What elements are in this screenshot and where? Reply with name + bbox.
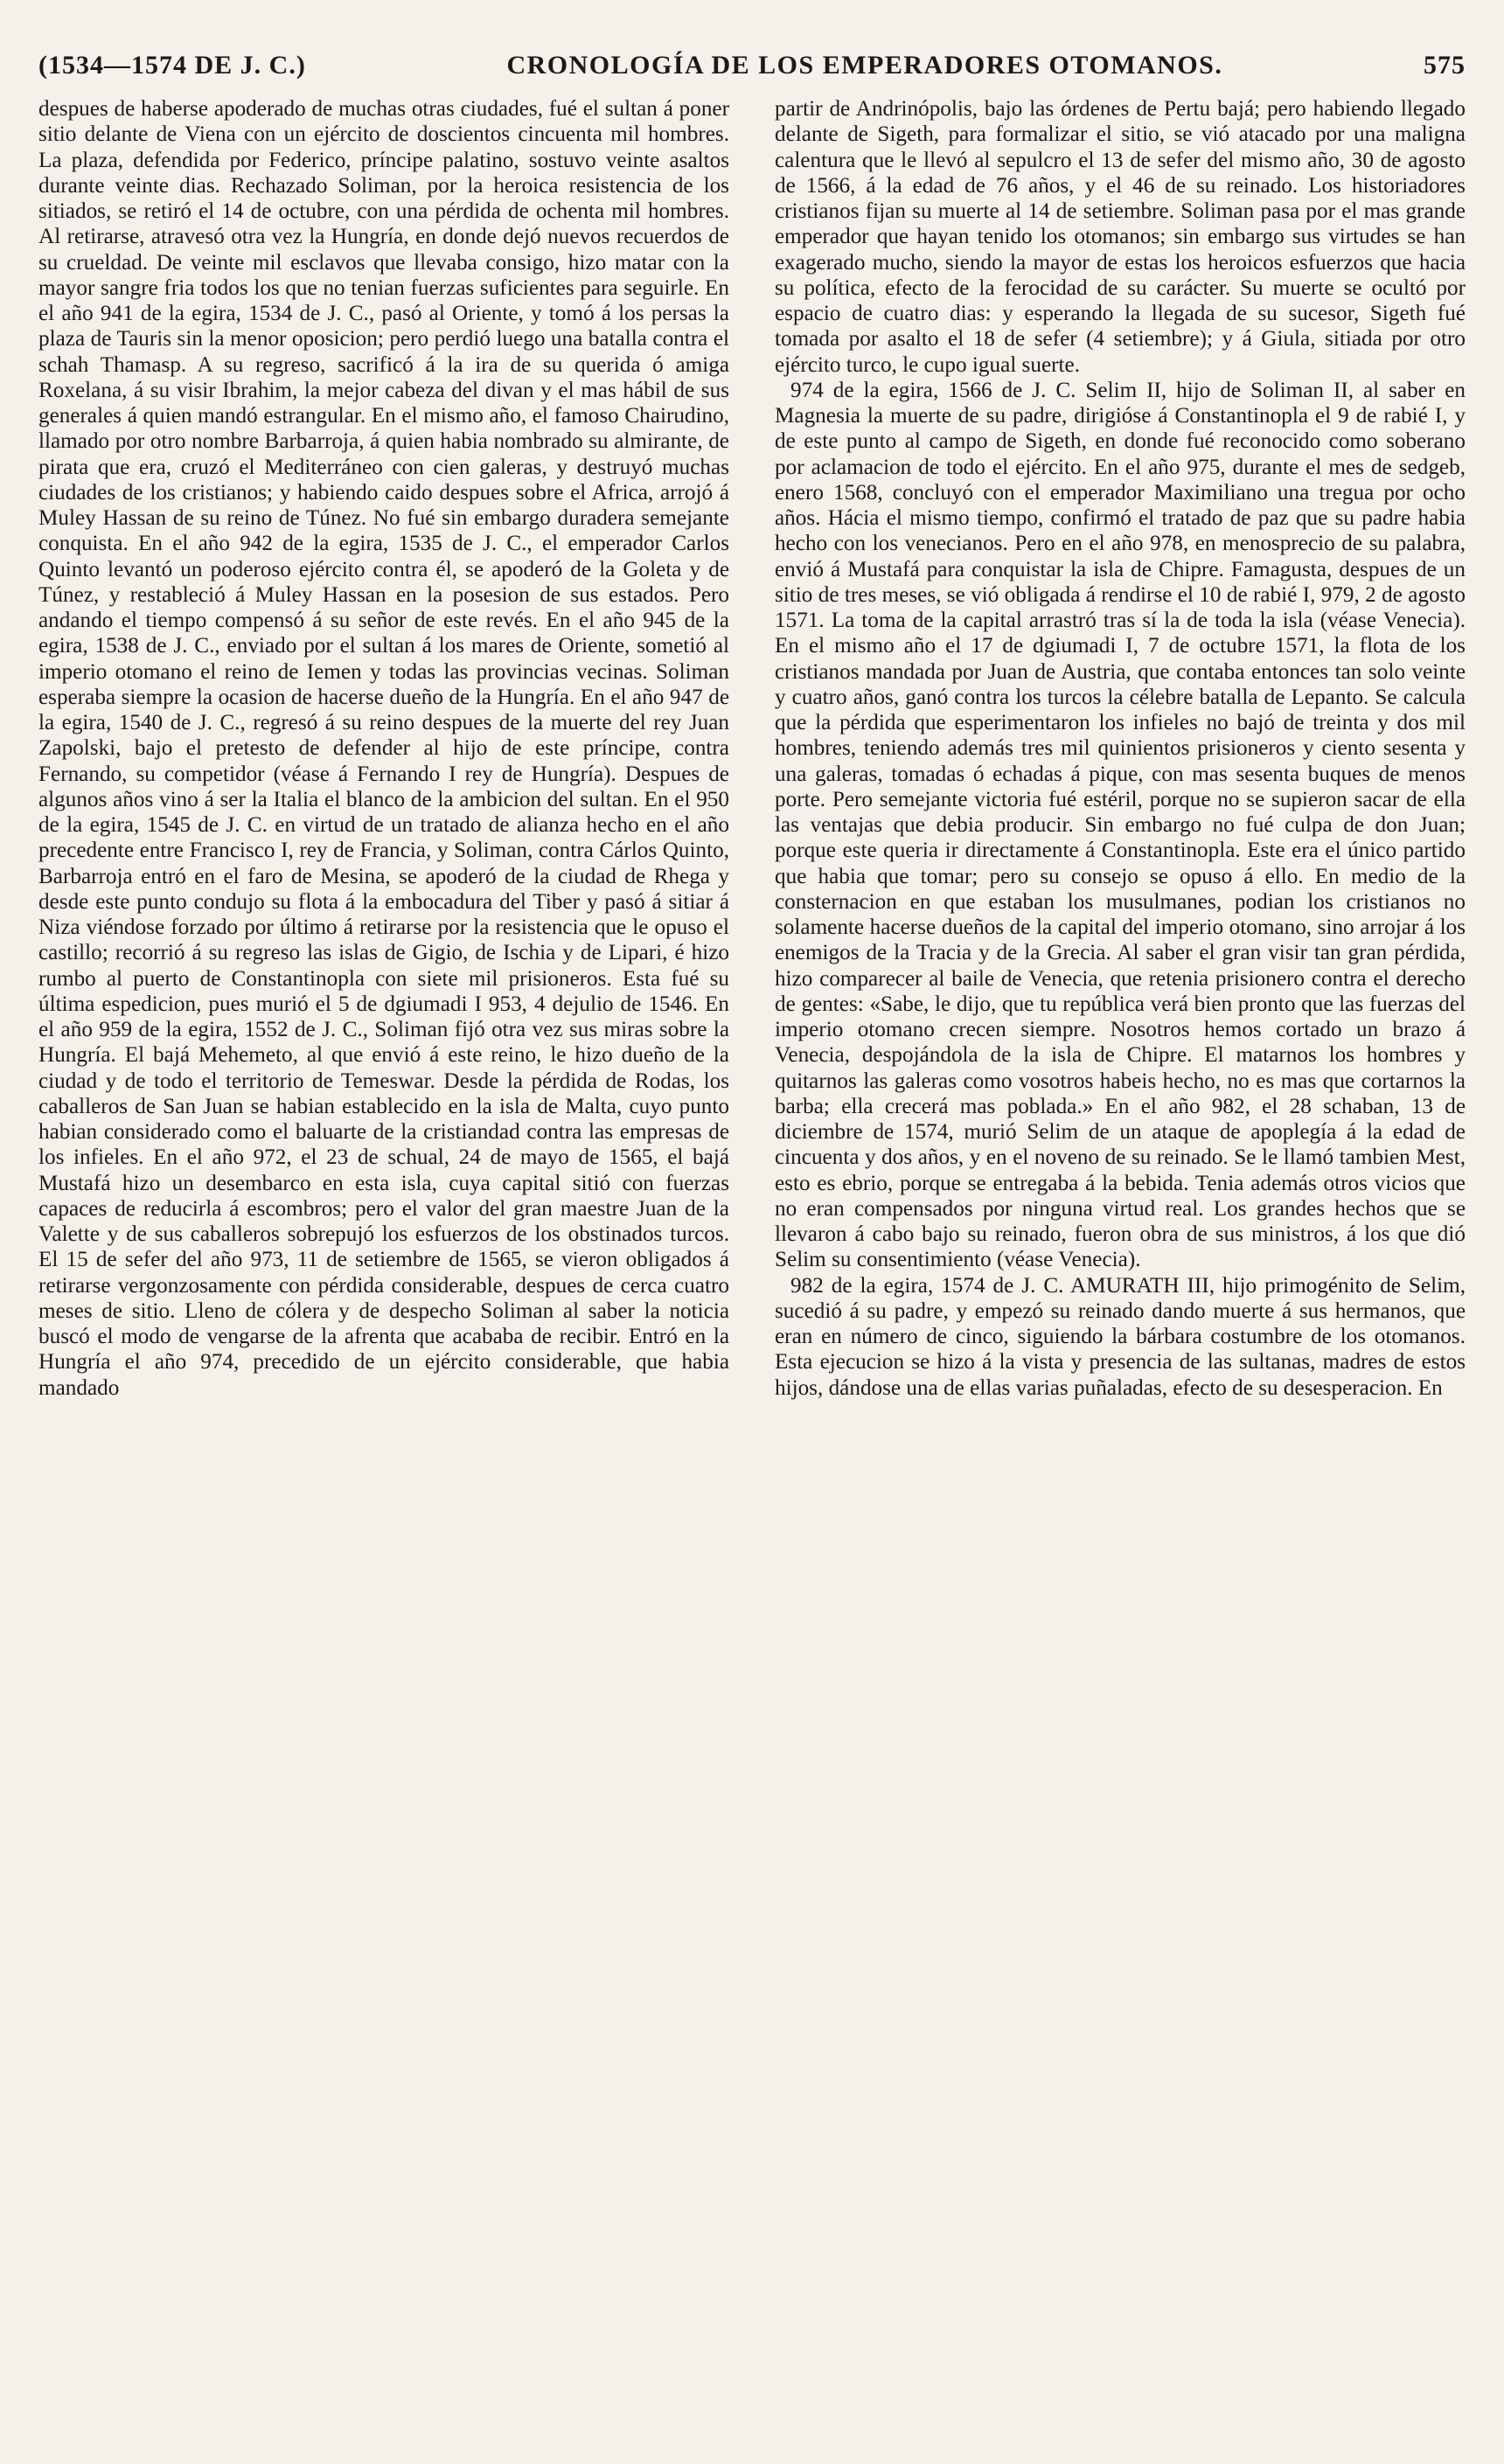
- header-title: CRONOLOGÍA DE LOS EMPERADORES OTOMANOS.: [506, 51, 1223, 80]
- paragraph: 982 de la egira, 1574 de J. C. AMURATH III, hijo primogénito de Selim, sucedió á su padre, y empezó su reinado dando muerte á sus hermanos, que eran en número de cinco, siguiendo la bárbara costumbre de los otomanos. Esta ejecucion se hizo á la vista y presencia de las sultanas, madres de estos hijos, dándose una de ellas varias puñaladas, efecto de su desesperacion. En: [775, 1273, 1466, 1400]
- header-date-range: (1534—1574 DE J. C.): [38, 51, 306, 80]
- page-number: 575: [1424, 51, 1466, 80]
- paragraph: partir de Andrinópolis, bajo las órdenes de Pertu bajá; pero habiendo llegado delante de Sigeth, para formalizar el sitio, se vió atacado por una maligna calentura que le llevó al sepulcro el 13 de sefer del mismo año, 30 de agosto de 1566, á la edad de 76 años, y el 46 de su reinado. Los historiadores cristianos fijan su muerte al 14 de setiembre. Soliman pasa por el mas grande emperador que hayan tenido los otomanos; sin embargo sus virtudes se han exagerado mucho, siendo la mayor de estas los heroicos esfuerzos que hacia su política, efecto de la ferocidad de su carácter. Su muerte se ocultó por espacio de cuatro dias: y esperando la llegada de su sucesor, Sigeth fué tomada por asalto el 18 de sefer (4 setiembre); y á Giula, sitiada por otro ejército turco, le cupo igual suerte.: [775, 97, 1466, 377]
- text-columns: [38, 96, 1466, 2440]
- right-column: [775, 96, 1466, 2440]
- paragraph: 974 de la egira, 1566 de J. C. Selim II, hijo de Soliman II, al saber en Magnesia la muerte de su padre, dirigióse á Constantinopla el 9 de rabié I, y de este punto al campo de Sigeth, en donde fué reconocido como soberano por aclamacion de todo el ejército. En el año 975, durante el mes de sedgeb, enero 1568, concluyó con el emperador Maximiliano una tregua por ocho años. Hácia el mismo tiempo, confirmó el tratado de paz que su padre habia hecho con los venecianos. Pero en el año 978, en menosprecio de su palabra, envió á Mustafá para conquistar la isla de Chipre. Famagusta, despues de un sitio de tres meses, se vió obligada á rendirse el 10 de rabié I, 979, 2 de agosto 1571. La toma de la capital arrastró tras sí la de toda la isla (véase Venecia). En el mismo año el 17 de dgiumadi I, 7 de octubre 1571, la flota de los cristianos mandada por Juan de Austria, que contaba entonces tan solo veinte y cuatro años, ganó contra los turcos la célebre batalla de Lepanto. Se calcula que la pérdida que esperimentaron los infieles no bajó de treinta y dos mil hombres, teniendo además tres mil quinientos prisioneros y ciento sesenta y una galeras, tomadas ó echadas á pique, con mas sesenta buques de menos porte. Pero semejante victoria fué estéril, porque no se supieron sacar de ella las ventajas que debia producir. Sin embargo no fué culpa de don Juan; porque este queria ir directamente á Constantinopla. Este era el único partido que habia que tomar; pero su consejo se opuso á ello. En medio de la consternacion en que estaban los musulmanes, podian los cristianos no solamente hacerse dueños de la capital del imperio otomano, sino arrojar á los enemigos de la Tracia y de la Grecia. Al saber el gran visir tan gran pérdida, hizo comparecer al baile de Venecia, que retenia prisionero contra el derecho de gentes: «Sabe, le dijo, que tu república verá bien pronto que las fuerzas del imperio otomano crecen siempre. Nosotros hemos cortado un brazo á Venecia, despojándola de la isla de Chipre. El matarnos los hombres y quitarnos las galeras como vosotros habeis hecho, no es mas que cortarnos la barba; ella crecerá mas poblada.» En el año 982, el 28 schaban, 13 de diciembre de 1574, murió Selim de un ataque de apoplegía á la edad de cincuenta y dos años, y en el noveno de su reinado. Se le llamó tambien Mest, esto es ebrio, porque se entregaba á la bebida. Tenia además otros vicios que no eran compensados por ninguna virtud real. Los grandes hechos que se llevaron á cabo bajo su reinado, fueron obra de sus ministros, á los que dió Selim su consentimiento (véase Venecia).: [775, 378, 1466, 1272]
- paragraph: despues de haberse apoderado de muchas otras ciudades, fué el sultan á poner sitio delante de Viena con un ejército de doscientos cincuenta mil hombres. La plaza, defendida por Federico, príncipe palatino, sostuvo veinte asaltos durante veinte dias. Rechazado Soliman, por la heroica resistencia de los sitiados, se retiró el 14 de octubre, con una pérdida de ochenta mil hombres. Al retirarse, atravesó otra vez la Hungría, en donde dejó nuevos recuerdos de su crueldad. De veinte mil esclavos que llevaba consigo, hizo matar con la mayor sangre fria todos los que no tenian fuerzas suficientes para seguirle. En el año 941 de la egira, 1534 de J. C., pasó al Oriente, y tomó á los persas la plaza de Tauris sin la menor oposicion; pero perdió luego una batalla contra el schah Thamasp. A su regreso, sacrificó á la ira de su querida ó amiga Roxelana, á su visir Ibrahim, la mejor cabeza del divan y el mas hábil de sus generales á quien mandó estrangular. En el mismo año, el famoso Chairudino, llamado por otro nombre Barbarroja, á quien habia nombrado su almirante, de pirata que era, cruzó el Mediterráneo con cien galeras, y destruyó muchas ciudades de los cristianos; y habiendo caido despues sobre el Africa, arrojó á Muley Hassan de su reino de Túnez. No fué sin embargo duradera semejante conquista. En el año 942 de la egira, 1535 de J. C., el emperador Carlos Quinto levantó un poderoso ejército contra él, se apoderó de la Goleta y de Túnez, y restableció á Muley Hassan en la posesion de sus estados. Pero andando el tiempo compensó á su señor de este revés. En el año 945 de la egira, 1538 de J. C., enviado por el sultan á los mares de Oriente, sometió al imperio otomano el reino de Iemen y todas las provincias vecinas. Soliman esperaba siempre la ocasion de hacerse dueño de la Hungría. En el año 947 de la egira, 1540 de J. C., regresó á su reino despues de la muerte del rey Juan Zapolski, bajo el pretesto de defender al hijo de este príncipe, contra Fernando, su competidor (véase á Fernando I rey de Hungría). Despues de algunos años vino á ser la Italia el blanco de la ambicion del sultan. En el 950 de la egira, 1545 de J. C. en virtud de un tratado de alianza hecho en el año precedente entre Francisco I, rey de Francia, y Soliman, contra Cárlos Quinto, Barbarroja entró en el faro de Mesina, se apoderó de la ciudad de Rhega y desde este punto condujo su flota á la embocadura del Tiber y pasó á sitiar á Niza viéndose forzado por último á retirarse por la resistencia que le opuso el castillo; recorrió á su regreso las islas de Gigio, de Ischia y de Lipari, é hizo rumbo al puerto de Constantinopla con siete mil prisioneros. Esta fué su última espedicion, pues murió el 5 de dgiumadi I 953, 4 dejulio de 1546. En el año 959 de la egira, 1552 de J. C., Soliman fijó otra vez sus miras sobre la Hungría. El bajá Mehemeto, al que envió á este reino, le hizo dueño de la ciudad y de todo el territorio de Temeswar. Desde la pérdida de Rodas, los caballeros de San Juan se habian establecido en la isla de Malta, cuyo punto habian considerado como el baluarte de la cristiandad contra las empresas de los infieles. En el año 972, el 23 de schual, 24 de mayo de 1565, el bajá Mustafá hizo un desembarco en esta isla, cuya capital sitió con fuerzas capaces de reducirla á escombros; pero el valor del gran maestre Juan de la Valette y de sus caballeros sobrepujó los esfuerzos de los obstinados turcos. El 15 de sefer del año 973, 11 de setiembre de 1565, se vieron obligados á retirarse vergonzosamente con pérdida considerable, despues de cerca cuatro meses de sitio. Lleno de cólera y de despecho Soliman al saber la noticia buscó el modo de vengarse de la afrenta que acababa de recibir. Entró en la Hungría el año 974, precedido de un ejército considerable, que habia mandado: [38, 97, 729, 1400]
- left-column: [38, 96, 729, 2440]
- running-header: [38, 51, 1466, 89]
